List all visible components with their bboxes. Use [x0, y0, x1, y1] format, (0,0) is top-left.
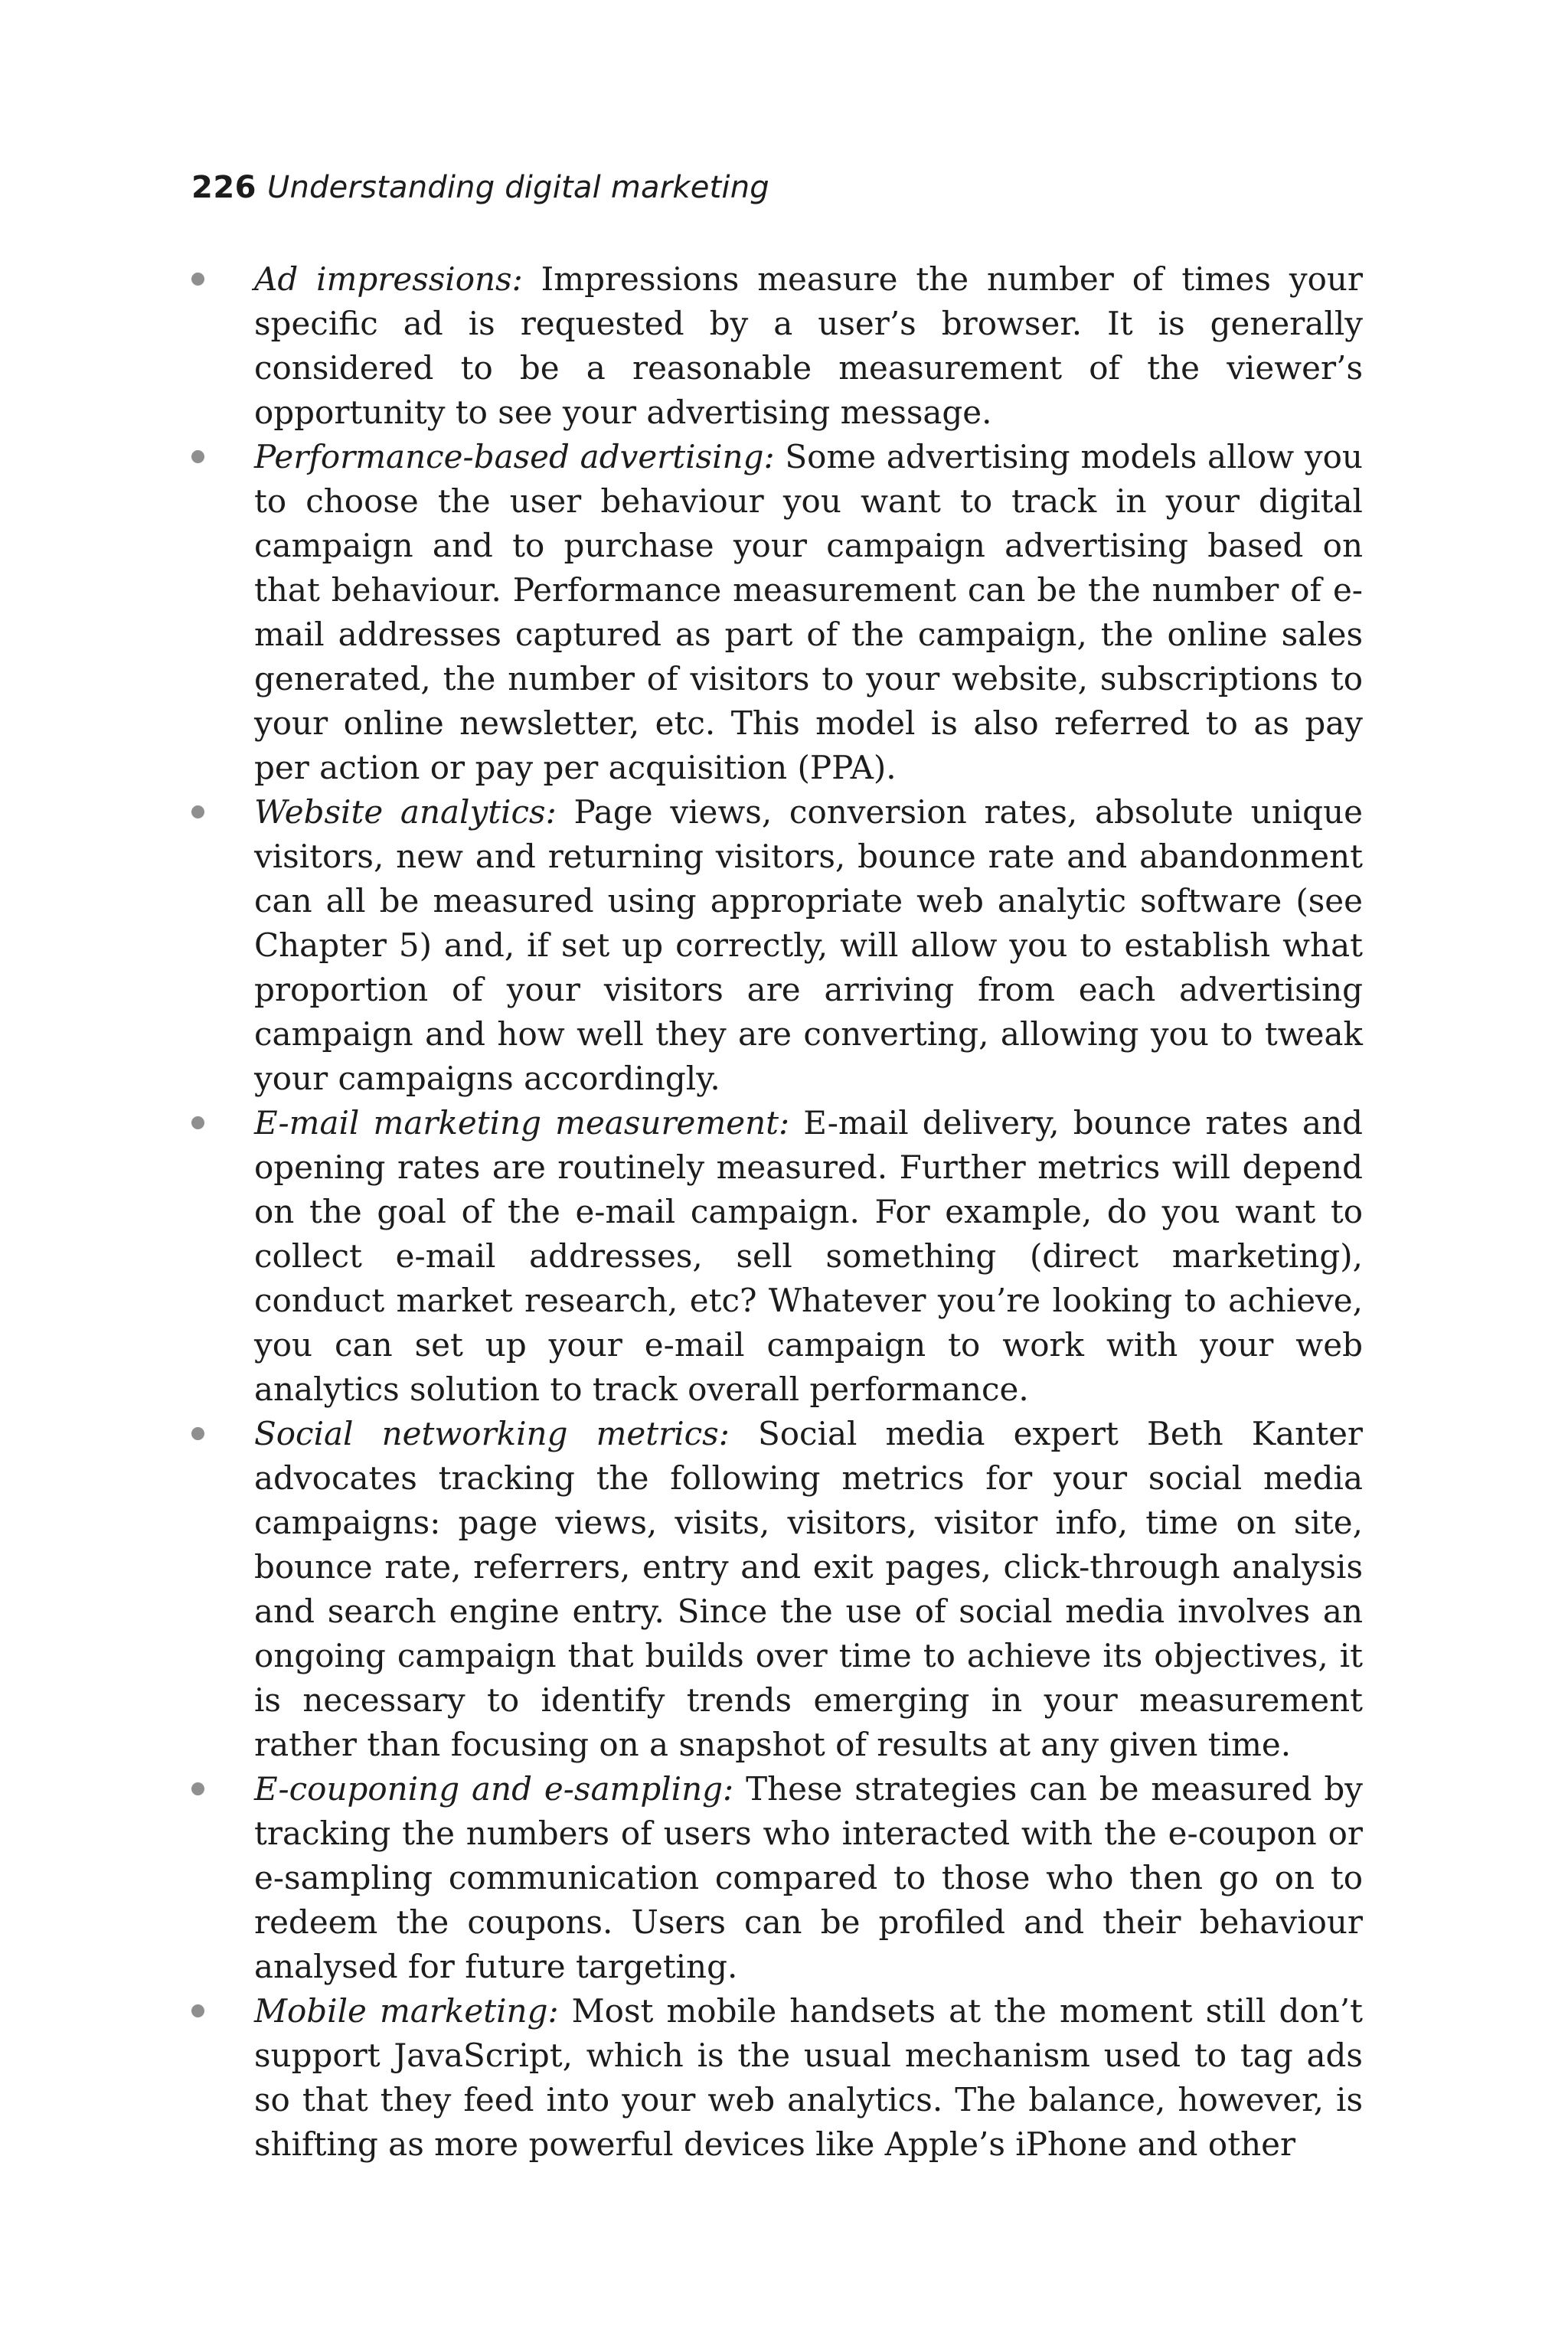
list-item-mobile-marketing: [191, 1989, 1363, 2167]
list-item-performance-based-advertising: [191, 435, 1363, 790]
bullet-icon: [191, 1427, 204, 1440]
term-label: Website analytics:: [254, 793, 557, 831]
term-label: Mobile marketing:: [254, 1992, 559, 2030]
term-description: Some advertising models allow you to choose the user behaviour you want to track in your digital campaign and to purchase your campaign advertising based on that behaviour. Performance measurement can be the number of e-mail addresses captured as part of the campaign, the online sales generated, the number of visitors to your website, subscriptions to your online newsletter, etc. This model is also referred to as pay per action or pay per acquisition (PPA).: [254, 438, 1363, 786]
term-description: Page views, conversion rates, absolute unique visitors, new and returning visitors, bounce rate and abandonment can all be measured using appropriate web analytic software (see Chapter 5) and, if set up correctly, will allow you to establish what proportion of your visitors are arriving from each advertising campaign and how well they are converting, allowing you to tweak your campaigns accordingly.: [254, 793, 1363, 1097]
bullet-icon: [191, 805, 204, 818]
term-description: E-mail delivery, bounce rates and opening rates are routinely measured. Further metrics will depend on the goal of the e-mail campaign. For example, do you want to collect e-mail addresses, sell something (direct marketing), conduct market research, etc? Whatever you’re looking to achieve, you can set up your e-mail campaign to work with your web analytics solution to track overall performance.: [254, 1104, 1363, 1408]
term-label: Ad impressions:: [254, 260, 523, 298]
term-description: These strategies can be measured by tracking the numbers of users who interacted with the e-coupon or e-sampling communication compared to those who then go on to redeem the coupons. Users can be profiled and their behaviour analysed for future targeting.: [254, 1770, 1363, 1985]
running-head: [191, 170, 1386, 216]
term-label: E-mail marketing measurement:: [254, 1104, 790, 1142]
term-description: Social media expert Beth Kanter advocates tracking the following metrics for your social media campaigns: page views, visits, visitors, visitor info, time on site, bounce rate, referrers, entry and exit pages, click-through analysis and search engine entry. Since the use of social media involves an ongoing campaign that builds over time to achieve its objectives, it is necessary to identify trends emerging in your measurement rather than focusing on a snapshot of results at any given time.: [254, 1415, 1363, 1763]
term-description: Impressions measure the number of times your specific ad is requested by a user’s browser. It is generally considered to be a reasonable measurement of the viewer’s opportunity to see your advertising message.: [254, 260, 1363, 431]
list-item-email-marketing-measurement: [191, 1101, 1363, 1412]
term-description: Most mobile handsets at the moment still don’t support JavaScript, which is the usual mechanism used to tag ads so that they feed into your web analytics. The balance, however, is shifting as more powerful devices like Apple’s iPhone and other: [254, 1992, 1363, 2163]
list-item-social-networking-metrics: [191, 1412, 1363, 1767]
list-item-e-couponing-and-e-sampling: [191, 1767, 1363, 1989]
bullet-icon: [191, 450, 204, 463]
bullet-icon: [191, 1116, 204, 1129]
term-label: Social networking metrics:: [254, 1415, 730, 1452]
bullet-icon: [191, 1782, 204, 1795]
metrics-bullet-list: [191, 257, 1363, 2167]
term-label: E-couponing and e-sampling:: [254, 1770, 734, 1808]
term-label: Performance-based advertising:: [254, 438, 775, 475]
running-title: Understanding digital marketing: [267, 170, 769, 205]
list-item-website-analytics: [191, 790, 1363, 1101]
list-item-ad-impressions: [191, 257, 1363, 435]
bullet-icon: [191, 273, 204, 286]
bullet-icon: [191, 2004, 204, 2017]
page-number: 226: [191, 170, 256, 205]
